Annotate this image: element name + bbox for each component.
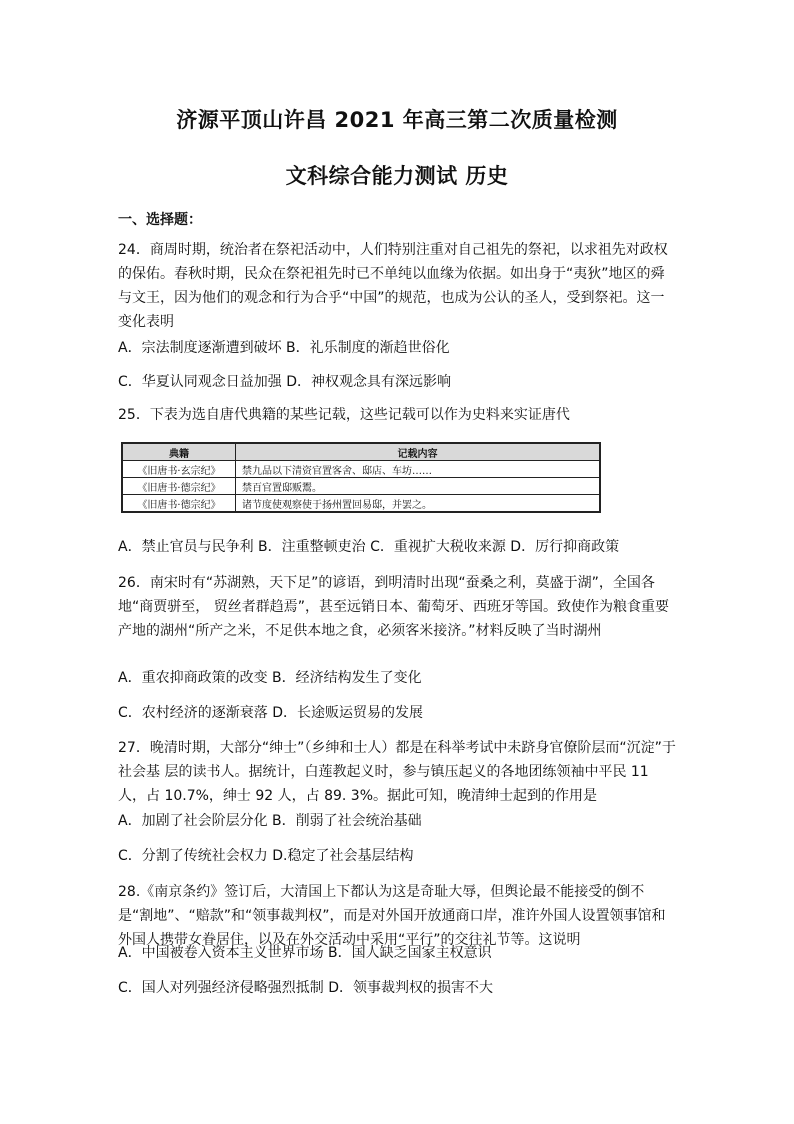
question-24-options-ab: A．宗法制度逐渐遭到破坏 B．礼乐制度的渐趋世俗化	[118, 340, 450, 356]
question-26-stem: 26．南宋时有“苏湖熟，天下足”的谚语，到明清时出现“蚕桑之利，莫盛于湖”，全国各地“商贾骈至， 贸丝者群趋焉”，甚至远销日本、葡萄牙、西班牙等国。致使作为粮食重要产地的湖州“所产之米，不足供本地之食，必须客米接济。”材料反映了当时湖州	[118, 575, 669, 639]
records-table	[121, 442, 601, 513]
table-header-row	[122, 443, 600, 461]
table-row	[122, 478, 600, 495]
table-cell-source: 《旧唐书·德宗纪》	[122, 478, 236, 495]
page-subtitle: 文科综合能力测试 历史	[285, 164, 509, 188]
question-24-stem: 24．商周时期，统治者在祭祀活动中，人们特别注重对自己祖先的祭祀，以求祖先对政权的保佑。春秋时期，民众在祭祀祖先时已不单纯以血缘为依据。如出身于“夷狄”地区的舜与文王，因为他们的观念和行为合乎“中国”的规范，也成为公认的圣人，受到祭祀。这一变化表明	[118, 242, 668, 330]
page-title: 济源平顶山许昌 2021 年高三第二次质量检测	[176, 108, 618, 132]
table-header-cell: 记载内容	[236, 443, 601, 461]
question-25-options: A．禁止官员与民争利 B．注重整顿吏治 C．重视扩大税收来源 D．厉行抑商政策	[118, 539, 620, 555]
table-header-cell: 典籍	[122, 443, 236, 461]
question-27-stem: 27．晚清时期，大部分“绅士”（乡绅和士人）都是在科举考试中未跻身官僚阶层而“沉淀”于社会基 层的读书人。据统计，白莲教起义时，参与镇压起义的各地团练领袖中平民 11 人，占 10.7%，绅士 92 人，占 89. 3%。据此可知，晚清绅士起到的作用是	[118, 740, 676, 804]
question-28-options-cd: C．国人对列强经济侵略强烈抵制 D．领事裁判权的损害不大	[118, 980, 494, 996]
question-25-stem: 25．下表为选自唐代典籍的某些记载，这些记载可以作为史料来实证唐代	[118, 407, 570, 423]
table-cell-source: 《旧唐书·玄宗纪》	[122, 461, 236, 478]
table-row	[122, 495, 600, 513]
question-26-options-cd: C．农村经济的逐渐衰落 D．长途贩运贸易的发展	[118, 705, 424, 721]
question-27-options-cd: C．分割了传统社会权力 D.稳定了社会基层结构	[118, 848, 414, 864]
question-26-options-ab: A．重农抑商政策的改变 B．经济结构发生了变化	[118, 670, 422, 686]
table-cell-source: 《旧唐书·德宗纪》	[122, 495, 236, 513]
table-row	[122, 461, 600, 478]
table-cell-content: 诸节度使观察使于扬州置回易邸，并罢之。	[236, 495, 601, 513]
table-cell-content: 禁百官置邸贩鬻。	[236, 478, 601, 495]
question-28-stem: 28.《南京条约》签订后，大清国上下都认为这是奇耻大辱，但舆论最不能接受的倒不是“割地”、“赔款”和“领事裁判权”，而是对外国开放通商口岸，准许外国人设置领事馆和外国人携带女眷居住，以及在外交活动中采用“平行”的交往礼节等。这说明	[118, 884, 666, 948]
question-27-options-ab: A．加剧了社会阶层分化 B．削弱了社会统治基础	[118, 813, 422, 829]
question-24-options-cd: C．华夏认同观念日益加强 D．神权观念具有深远影响	[118, 374, 452, 390]
section-heading: 一、选择题：	[118, 212, 202, 228]
question-28-options-ab: A．中国被卷入资本主义世界市场 B．国人缺乏国家主权意识	[118, 945, 492, 961]
table-cell-content: 禁九品以下清资官置客舍、邸店、车坊……	[236, 461, 601, 478]
